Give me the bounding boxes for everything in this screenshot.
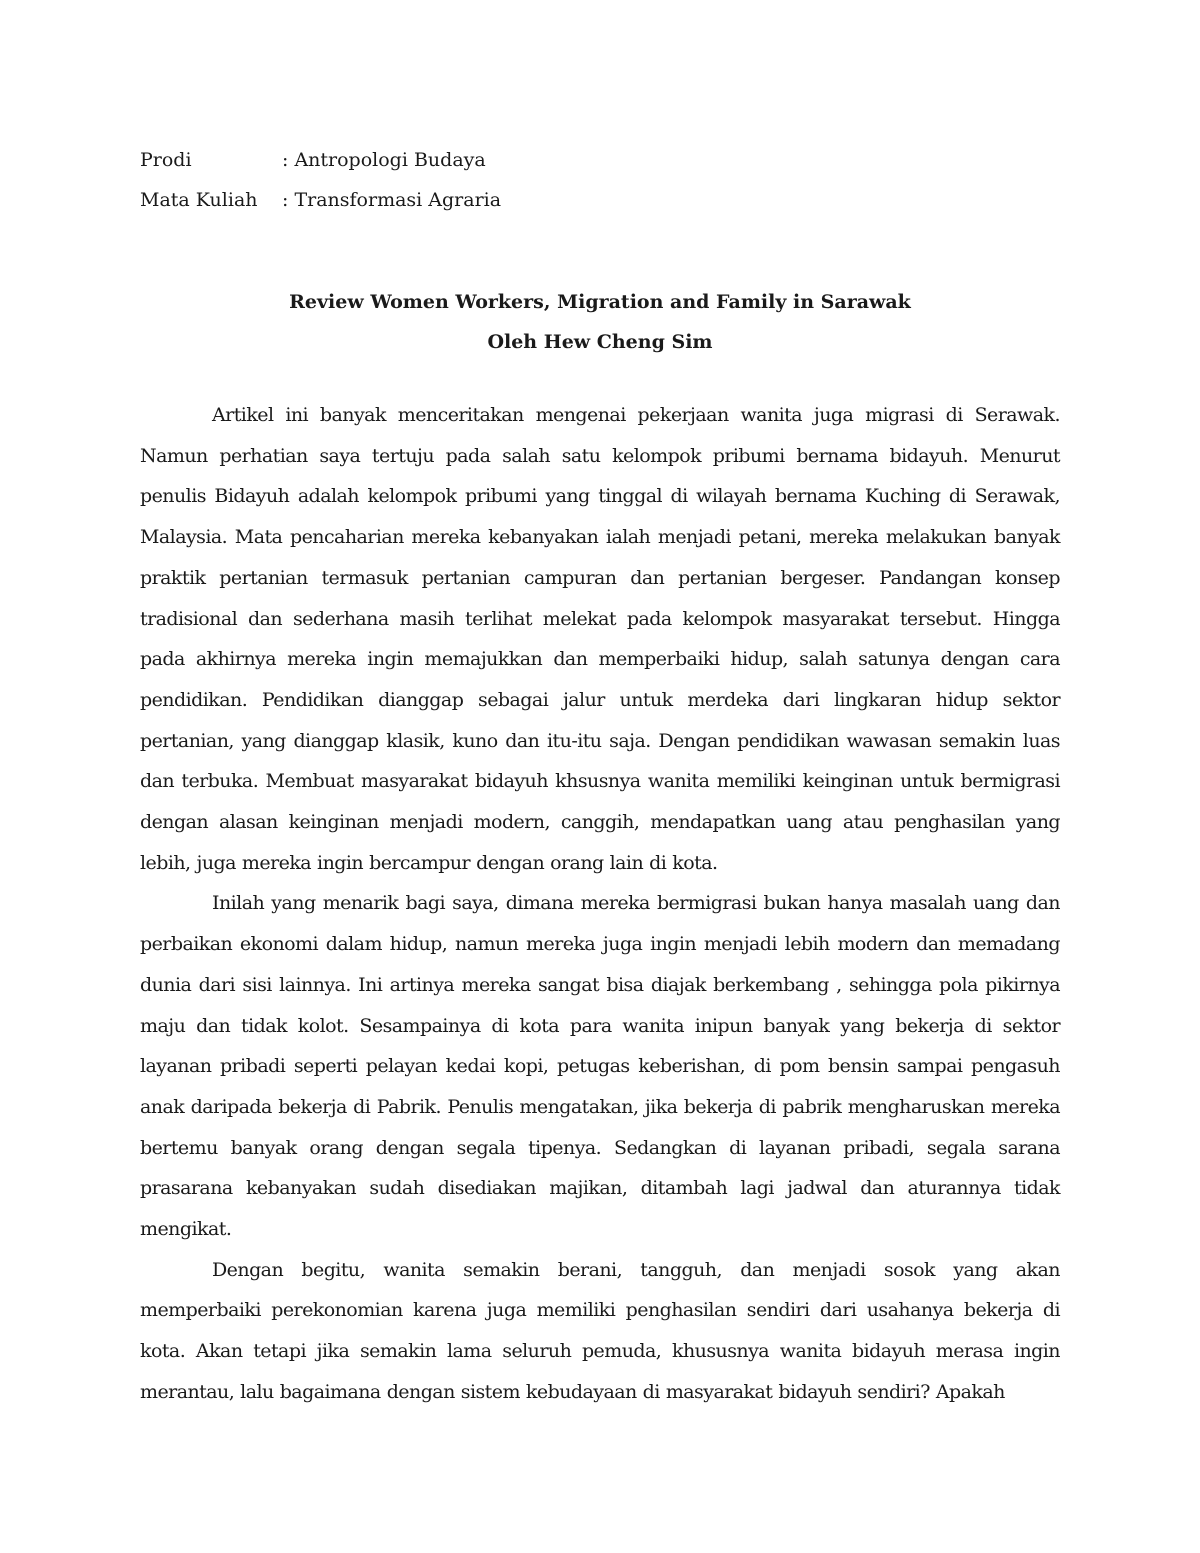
document-page bbox=[140, 140, 1060, 1413]
paragraph-3: Dengan begitu, wanita semakin berani, tangguh, dan menjadi sosok yang akan memperbaiki perekonomian karena juga memiliki penghasilan sendiri dari usahanya bekerja di kota. Akan tetapi jika semakin lama seluruh pemuda, khususnya wanita bidayuh merasa ingin merantau, lalu bagaimana dengan sistem kebudayaan di masyarakat bidayuh sendiri? Apakah bbox=[140, 1258, 1060, 1403]
prodi-value: : Antropologi Budaya bbox=[282, 149, 486, 171]
paragraph-1: Artikel ini banyak menceritakan mengenai pekerjaan wanita juga migrasi di Serawak. Namun perhatian saya tertuju pada salah satu kelompok pribumi bernama bidayuh. Menurut penulis Bidayuh adalah kelompok pribumi yang tinggal di wilayah bernama Kuching di Serawak, Malaysia. Mata pencaharian mereka kebanyakan ialah menjadi petani, mereka melakukan banyak praktik pertanian termasuk pertanian campuran dan pertanian bergeser. Pandangan konsep tradisional dan sederhana masih terlihat melekat pada kelompok masyarakat tersebut. Hingga pada akhirnya mereka ingin memajukkan dan memperbaiki hidup, salah satunya dengan cara pendidikan. Pendidikan dianggap sebagai jalur untuk merdeka dari lingkaran hidup sektor pertanian, yang dianggap klasik, kuno dan itu-itu saja. Dengan pendidikan wawasan semakin luas dan terbuka. Membuat masyarakat bidayuh khsusnya wanita memiliki keinginan untuk bermigrasi dengan alasan keinginan menjadi modern, canggih, mendapatkan uang atau penghasilan yang lebih, juga mereka ingin bercampur dengan orang lain di kota. bbox=[140, 404, 1060, 874]
document-author: Oleh Hew Cheng Sim bbox=[487, 331, 713, 353]
document-title: Review Women Workers, Migration and Family in Sarawak bbox=[289, 291, 911, 313]
paragraph-2: Inilah yang menarik bagi saya, dimana mereka bermigrasi bukan hanya masalah uang dan perbaikan ekonomi dalam hidup, namun mereka juga ingin menjadi lebih modern dan memadang dunia dari sisi lainnya. Ini artinya mereka sangat bisa diajak berkembang , sehingga pola pikirnya maju dan tidak kolot. Sesampainya di kota para wanita inipun banyak yang bekerja di sektor layanan pribadi seperti pelayan kedai kopi, petugas keberishan, di pom bensin sampai pengasuh anak daripada bekerja di Pabrik. Penulis mengatakan, jika bekerja di pabrik mengharuskan mereka bertemu banyak orang dengan segala tipenya. Sedangkan di layanan pribadi, segala sarana prasarana kebanyakan sudah disediakan majikan, ditambah lagi jadwal dan aturannya tidak mengikat. bbox=[140, 892, 1060, 1241]
title-block bbox=[140, 282, 1060, 362]
mata-kuliah-label: Mata Kuliah bbox=[140, 189, 258, 211]
mata-kuliah-row bbox=[140, 180, 1060, 220]
prodi-row bbox=[140, 140, 1060, 180]
course-info bbox=[140, 140, 1060, 220]
prodi-label: Prodi bbox=[140, 149, 192, 171]
mata-kuliah-value: : Transformasi Agraria bbox=[282, 189, 502, 211]
document-body bbox=[140, 395, 1060, 1413]
